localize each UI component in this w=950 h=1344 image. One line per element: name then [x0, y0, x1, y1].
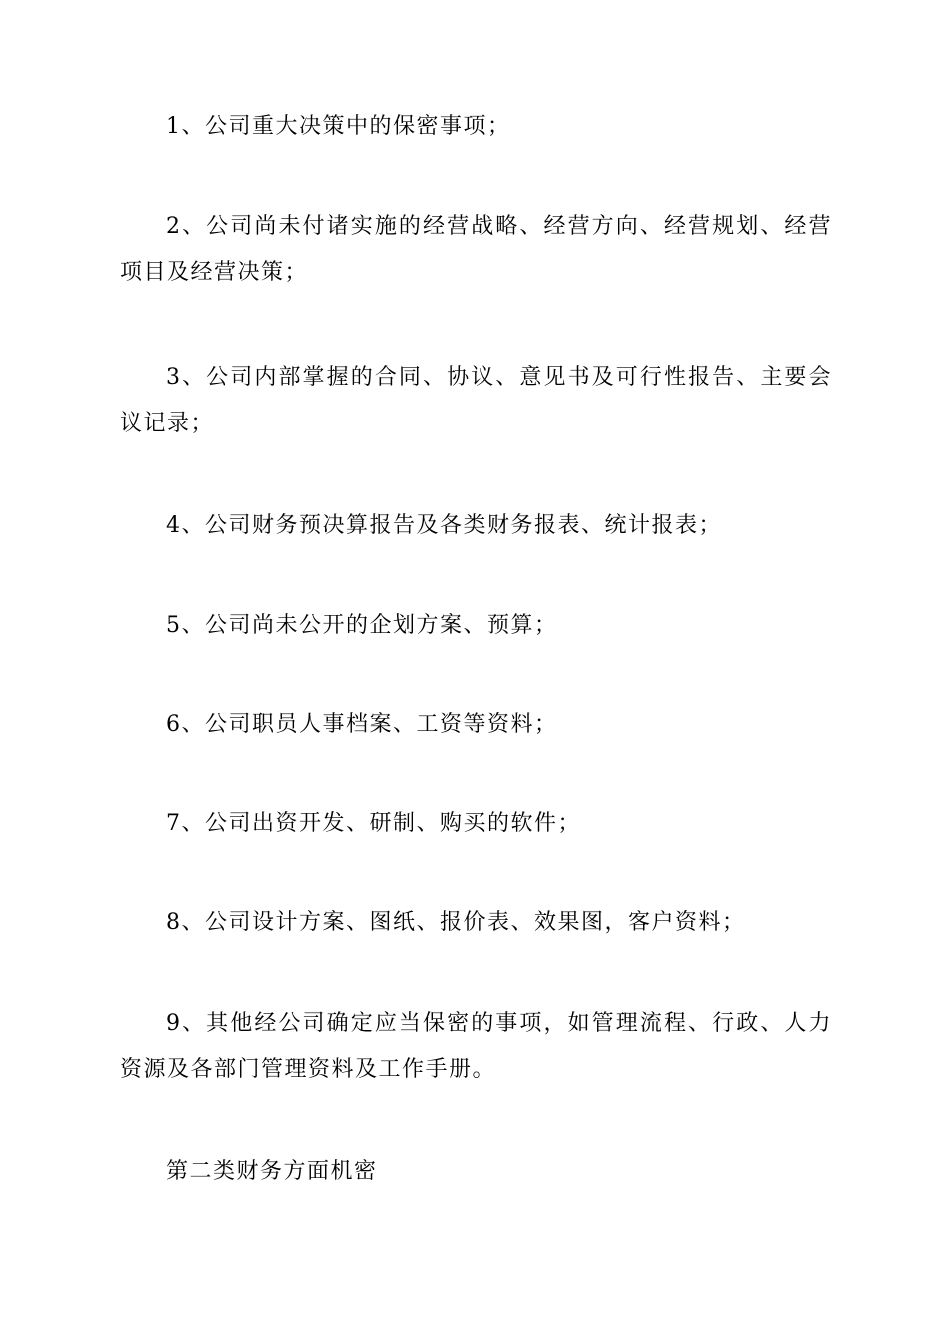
list-item-9: 9、其他经公司确定应当保密的事项，如管理流程、行政、人力资源及各部门管理资料及工作手册。	[120, 1011, 832, 1082]
list-item-1: 1、公司重大决策中的保密事项；	[166, 114, 511, 139]
list-item-8: 8、公司设计方案、图纸、报价表、效果图，客户资料；	[166, 910, 746, 935]
list-item-4: 4、公司财务预决算报告及各类财务报表、统计报表；	[166, 513, 722, 538]
list-item-5: 5、公司尚未公开的企划方案、预算；	[166, 613, 558, 638]
list-item-2: 2、公司尚未付诸实施的经营战略、经营方向、经营规划、经营项目及经营决策；	[120, 214, 832, 285]
list-item-3: 3、公司内部掌握的合同、协议、意见书及可行性报告、主要会议记录；	[120, 365, 832, 436]
list-item-6: 6、公司职员人事档案、工资等资料；	[166, 712, 558, 737]
list-item-7: 7、公司出资开发、研制、购买的软件；	[166, 811, 581, 836]
section-heading-financial: 第二类财务方面机密	[166, 1159, 378, 1184]
